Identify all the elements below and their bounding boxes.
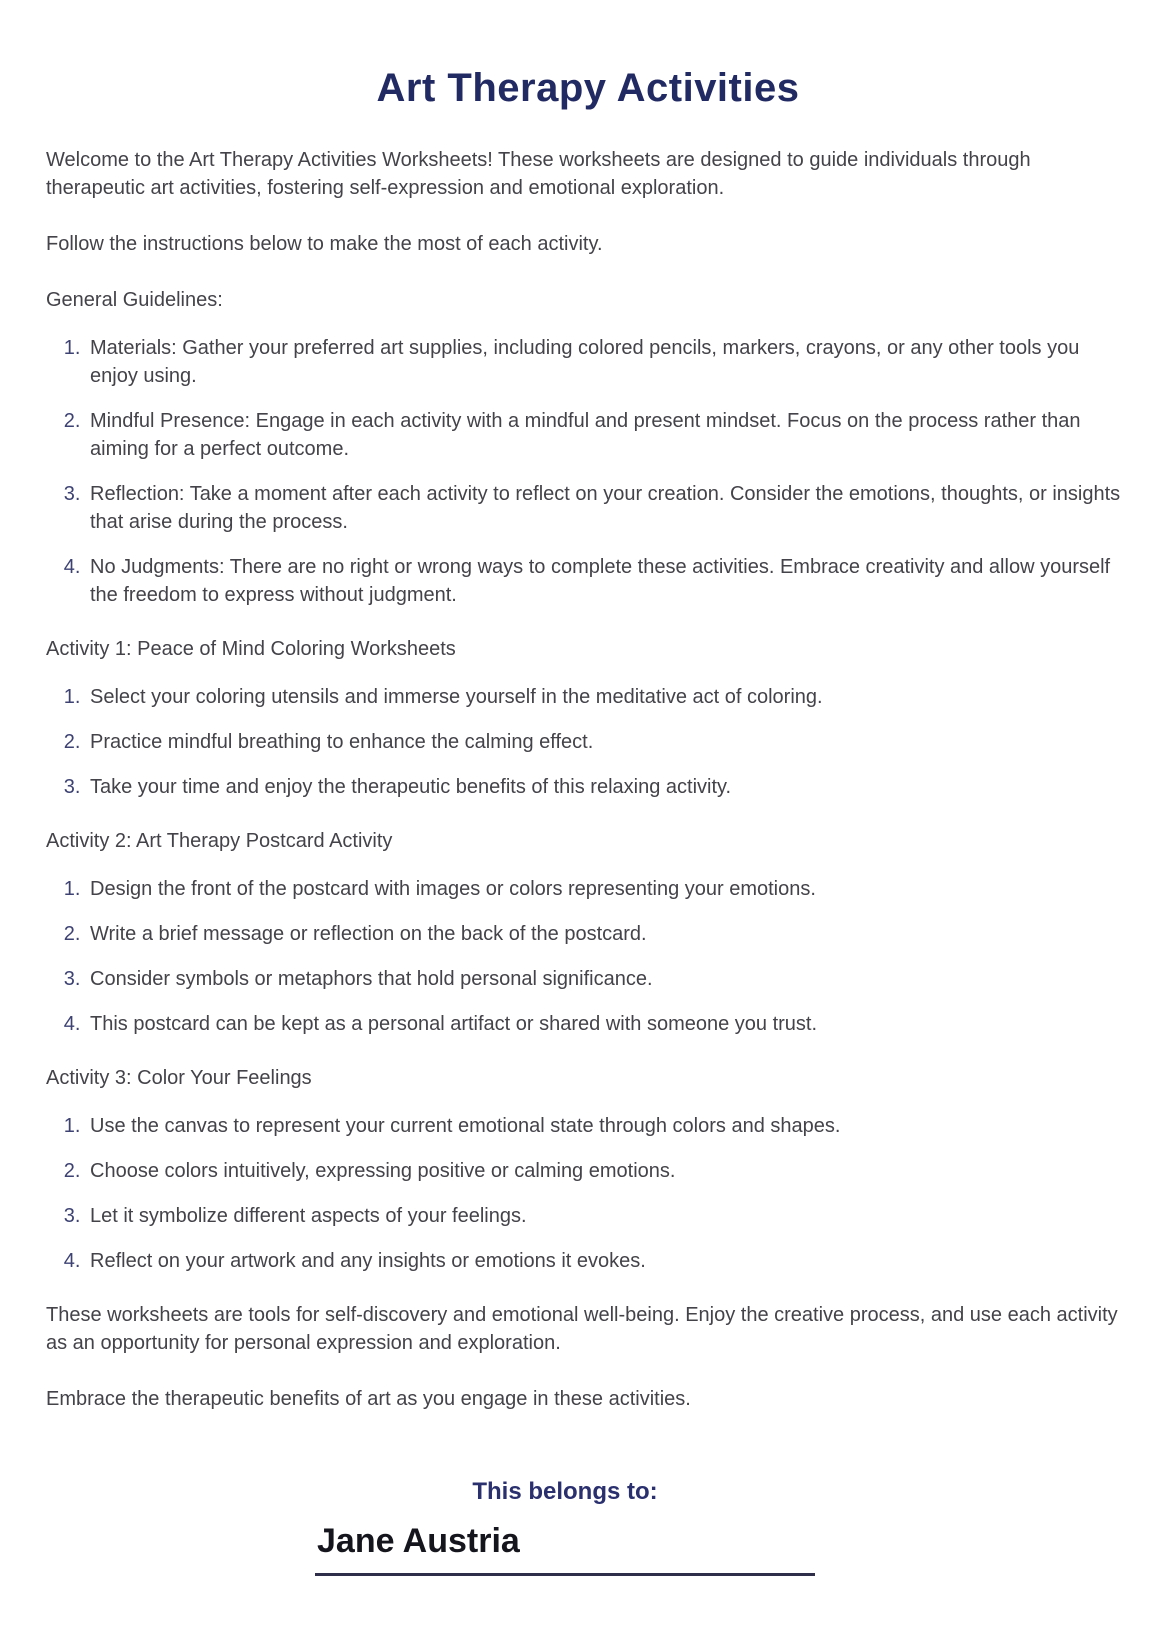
ownership-section [315, 1477, 815, 1576]
closing-paragraph-2: Embrace the therapeutic benefits of art as you engage in these activities. [46, 1388, 691, 1410]
closing-paragraph-1: These worksheets are tools for self-discovery and emotional well-being. Enjoy the creative process, and use each activity as an opportunity for personal expression and exploration. [46, 1304, 1118, 1354]
activity1-heading: Activity 1: Peace of Mind Coloring Worksheets [46, 638, 456, 660]
activity3-heading: Activity 3: Color Your Feelings [46, 1067, 312, 1089]
intro-welcome-paragraph: Welcome to the Art Therapy Activities Worksheets! These worksheets are designed to guide individuals through therapeutic art activities, fostering self-expression and emotional exploration. [46, 149, 1031, 199]
list-item: 3. Consider symbols or metaphors that hold personal significance. [86, 965, 1130, 993]
list-item: 4. Reflect on your artwork and any insights or emotions it evokes. [86, 1247, 1130, 1275]
list-item: 2. Mindful Presence: Engage in each activity with a mindful and present mindset. Focus on the process rather than aiming for a perfect outcome. [86, 407, 1130, 463]
list-item: 1. Select your coloring utensils and immerse yourself in the meditative act of coloring. [86, 683, 1130, 711]
list-item: 1. Materials: Gather your preferred art supplies, including colored pencils, markers, crayons, or any other tools you enjoy using. [86, 334, 1130, 390]
list-item: 3. Take your time and enjoy the therapeutic benefits of this relaxing activity. [86, 773, 1130, 801]
list-item: 2. Practice mindful breathing to enhance the calming effect. [86, 728, 1130, 756]
list-item: 3. Reflection: Take a moment after each activity to reflect on your creation. Consider the emotions, thoughts, or insights that arise during the process. [86, 480, 1130, 536]
list-item: 1. Design the front of the postcard with images or colors representing your emotions. [86, 875, 1130, 903]
owner-name-signature: Jane Austria [315, 1521, 815, 1576]
belongs-to-label: This belongs to: [472, 1478, 658, 1505]
activity3-list [46, 1112, 1130, 1275]
activity2-heading: Activity 2: Art Therapy Postcard Activity [46, 830, 393, 852]
general-guidelines-list [46, 334, 1130, 609]
page-title: Art Therapy Activities [376, 66, 800, 110]
list-item: 1. Use the canvas to represent your current emotional state through colors and shapes. [86, 1112, 1130, 1140]
list-item: 3. Let it symbolize different aspects of your feelings. [86, 1202, 1130, 1230]
activity2-list [46, 875, 1130, 1038]
list-item: 2. Choose colors intuitively, expressing positive or calming emotions. [86, 1157, 1130, 1185]
list-item: 4. This postcard can be kept as a personal artifact or shared with someone you trust. [86, 1010, 1130, 1038]
general-guidelines-heading: General Guidelines: [46, 289, 223, 311]
list-item: 4. No Judgments: There are no right or wrong ways to complete these activities. Embrace creativity and allow yourself the freedom to express without judgment. [86, 553, 1130, 609]
activity1-list [46, 683, 1130, 801]
intro-follow-paragraph: Follow the instructions below to make the most of each activity. [46, 233, 603, 255]
list-item: 2. Write a brief message or reflection on the back of the postcard. [86, 920, 1130, 948]
